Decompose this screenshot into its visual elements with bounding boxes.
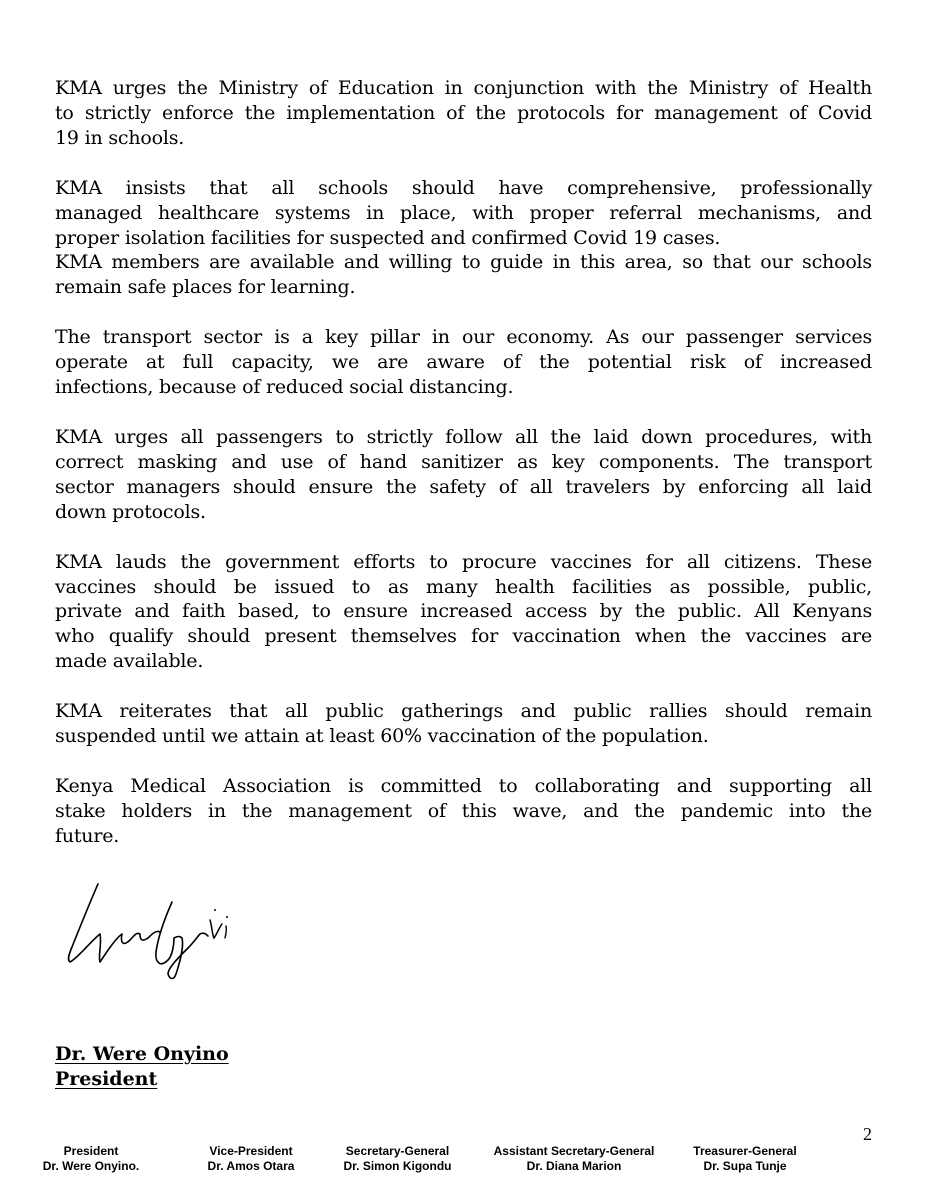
- text-line: stake holders in the management of this wave, and the pandemic into the: [55, 799, 872, 822]
- officer-role: President: [63, 1144, 119, 1158]
- text-line: future.: [55, 824, 120, 847]
- officer-name: Dr. Were Onyino.: [42, 1159, 140, 1173]
- text-line: proper isolation facilities for suspected and confirmed Covid 19 cases.: [55, 226, 721, 249]
- text-line: remain safe places for learning.: [55, 276, 356, 299]
- text-line: infections, because of reduced social distancing.: [55, 376, 514, 399]
- text-line: made available.: [55, 650, 204, 673]
- footer-officer-treasurer-general: [680, 1144, 810, 1174]
- officer-role: Secretary-General: [345, 1144, 450, 1158]
- text-line: 19 in schools.: [55, 126, 185, 149]
- text-line: private and faith based, to ensure increased access by the public. All Kenyans: [55, 600, 872, 623]
- text-line: vaccines should be issued to as many health facilities as possible, public,: [55, 575, 872, 598]
- officer-name: Dr. Supa Tunje: [703, 1159, 787, 1173]
- text-line: managed healthcare systems in place, with proper referral mechanisms, and: [55, 201, 872, 224]
- paragraph-transport-sector: [55, 325, 872, 400]
- text-line: KMA members are available and willing to guide in this area, so that our schools: [55, 251, 872, 274]
- paragraph-school-healthcare: [55, 176, 872, 301]
- handwritten-signature: [60, 872, 235, 982]
- text-line: KMA insists that all schools should have comprehensive, professionally: [55, 176, 872, 199]
- paragraph-schools-protocols: [55, 76, 872, 151]
- footer-officer-secretary-general: [330, 1144, 465, 1174]
- text-line: operate at full capacity, we are aware of the potential risk of increased: [55, 351, 872, 374]
- text-line: who qualify should present themselves for vaccination when the vaccines are: [55, 625, 872, 648]
- text-line: KMA urges the Ministry of Education in conjunction with the Ministry of Health: [55, 77, 872, 99]
- text-line: The transport sector is a key pillar in our economy. As our passenger services: [55, 326, 872, 349]
- paragraph-commitment: [55, 774, 872, 849]
- paragraph-passengers: [55, 425, 872, 525]
- text-line: KMA lauds the government efforts to procure vaccines for all citizens. These: [55, 550, 872, 573]
- text-line: to strictly enforce the implementation of the protocols for management of Covid: [55, 101, 872, 124]
- signer-block: [55, 1042, 229, 1092]
- footer-officer-president: [30, 1144, 152, 1174]
- text-line: down protocols.: [55, 500, 206, 523]
- officer-role: Assistant Secretary-General: [493, 1144, 655, 1158]
- officer-name: Dr. Simon Kigondu: [343, 1159, 452, 1173]
- officer-role: Treasurer-General: [693, 1144, 797, 1158]
- officers-footer: [0, 1144, 927, 1184]
- officer-role: Vice-President: [209, 1144, 293, 1158]
- footer-officer-assistant-secretary-general: [484, 1144, 664, 1174]
- signer-name: Dr. Were Onyino: [55, 1043, 229, 1065]
- letter-body: [55, 76, 872, 874]
- paragraph-vaccines: [55, 550, 872, 675]
- paragraph-gatherings: [55, 699, 872, 749]
- signer-title: President: [55, 1068, 158, 1090]
- text-line: sector managers should ensure the safety of all travelers by enforcing all laid: [55, 475, 872, 498]
- officer-name: Dr. Diana Marion: [526, 1159, 622, 1173]
- text-line: KMA urges all passengers to strictly follow all the laid down procedures, with: [55, 425, 872, 448]
- text-line: KMA reiterates that all public gatherings and public rallies should remain: [55, 700, 872, 723]
- page-number: 2: [863, 1124, 872, 1144]
- text-line: suspended until we attain at least 60% vaccination of the population.: [55, 725, 709, 748]
- officer-name: Dr. Amos Otara: [207, 1159, 295, 1173]
- text-line: correct masking and use of hand sanitizer as key components. The transport: [55, 450, 872, 473]
- text-line: Kenya Medical Association is committed to collaborating and supporting all: [55, 774, 872, 797]
- footer-officer-vice-president: [190, 1144, 312, 1174]
